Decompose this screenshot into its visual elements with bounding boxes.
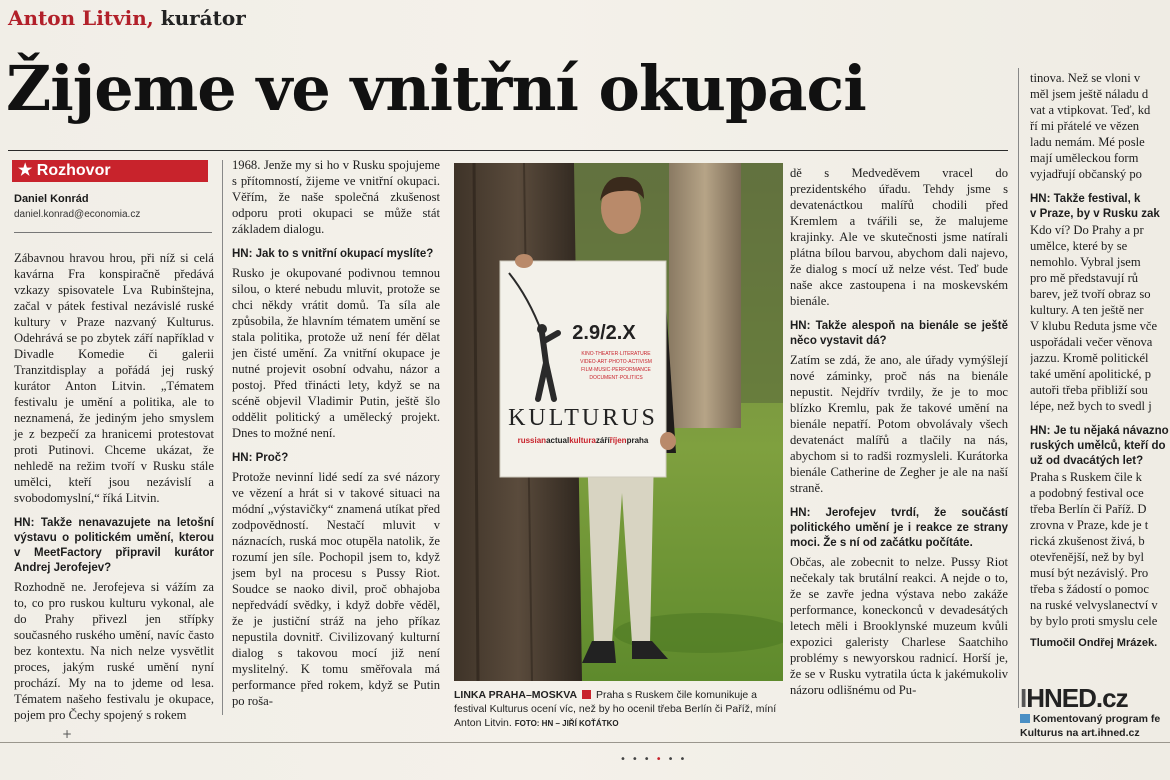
answer: Občas, ale zobecnit to nelze. Pussy Riot nečekaly tak brutální reakci. A nejde o to, že se zavře jedna výstava nebo zakáže performance, koneckonců v devadesátých letech měli i Brooklynské muzeum kvůli expozici galeristy Charlese Saatchiho problémy s newyorskou radnicí. Horší je, že se v Rusku vytratila úcta k jakémukoliv názoru odlišnému od Pu- bbox=[790, 555, 1008, 697]
text-line: už od dvacátých let? bbox=[1030, 455, 1144, 467]
text-line: ladu nemám. Mé posle bbox=[1030, 135, 1145, 149]
photo-credit: FOTO: HN – JIŘÍ KOŤÁTKO bbox=[514, 719, 619, 728]
text-line: vat a vtipkovat. Teď, kd bbox=[1030, 103, 1151, 117]
text-line: vyjadřují občanský po bbox=[1030, 167, 1142, 181]
text-line: také umění apolitické, p bbox=[1030, 367, 1151, 381]
headline-rule bbox=[8, 150, 1008, 151]
text-line: otevřenější, než by byl bbox=[1030, 550, 1145, 564]
text-line: by bylo proti smyslu cele bbox=[1030, 614, 1158, 628]
answer: Protože nevinní lidé sedí za své názory ve vězení a hrát si v takové situaci na módní „výstavičky“ znamená utíkat před zodpovědností. Nestačí mluvit v náznacích, ruská moc otupěla natolik, že rozumí jen síle. Pochopil jsem to, když jsem byl na procesu s Pussy Riot. Soudce se naoko divil, proč obhajoba nepředvádí svědky, i když dobře věděl, že je justiční stráž na jeho příkaz nepustila dovnitř. Civilizovaný kulturní dialog s takovou mocí již není myslitelný. K tomu směřovala má performance před rokem, když se Putin po roša- bbox=[232, 470, 440, 708]
poster-tagline-part: actual bbox=[546, 436, 570, 445]
poster-tagline-part: září bbox=[595, 436, 610, 445]
arrow-icon bbox=[582, 690, 591, 699]
text-line: Praha s Ruskem čile k bbox=[1030, 470, 1142, 484]
answer: Rozhodně ne. Jerofejeva si vážím za to, co pro ruskou kulturu vykonal, ale do Prahy přivezl jen střípky současného ruského umění, navíc často bez kontextu. Na nich nelze vysvětlit proces, jakým ruské umění nyní prochází. My na to jdeme od lesa. Tématem našeho festivalu je okupace, pojem pro Čechy spojený s rokem bbox=[14, 580, 214, 722]
text-line: uspořádali večer věnova bbox=[1030, 335, 1153, 349]
text-line: mají uměleckou form bbox=[1030, 151, 1139, 165]
byline-author: Daniel Konrád bbox=[14, 193, 89, 205]
poster-tagline-part: russian bbox=[517, 436, 547, 445]
text-line: měl jsem ještě náladu d bbox=[1030, 87, 1149, 101]
text-line: ruských umělců, kteří do bbox=[1030, 440, 1166, 452]
page-dots: •••••• bbox=[620, 754, 692, 765]
poster-tagline-part: kultura bbox=[569, 436, 596, 445]
question: HN: Takže nenavazujete na letošní výstavu o politickém umění, kterou v MeetFactory připravil kurátor Andrej Jerofejev? bbox=[14, 517, 214, 574]
headline: Žijeme ve vnitřní okupaci bbox=[6, 52, 866, 125]
poster-tagline bbox=[518, 436, 649, 445]
text-line: rická zkušenost živá, b bbox=[1030, 534, 1145, 548]
poster-tag: KINO·THEATER·LITERATURE bbox=[581, 351, 651, 357]
text-line: nemohlo. Vybral jsem bbox=[1030, 255, 1141, 269]
text-line: HN: Takže festival, k bbox=[1030, 193, 1141, 205]
intro-paragraph: Zábavnou hravou hrou, při níž si celá kavárna Fra konspiračně předává vzkazy spisovatele Lva Rubinštejna, začal v pátek festival nezávislé ruské kultury v Praze nazvaný Kulturus. Odehrává se po zbytek září například v Divadle Komedie či galerii Tranzitdisplay a pořádá jej ruský kurátor Anton Litvin. „Tématem festivalu je umění a politika, ale to neznamená, že jediným jeho smyslem je z bezpečí za hranicemi protestovat proti Putinovi. Chceme ukázat, že nehledě na režim tvoří v Rusku stále umělci, kteří jsou nezávislí a svobodomyslní,“ říká Litvin. bbox=[14, 251, 214, 505]
caption-text: Praha s Ruskem čile komunikuje a festival Kulturus ocení víc, než by ho ocenil třeba Berlín či Paříž, míní Anton Litvin. bbox=[454, 689, 777, 729]
ihned-logo bbox=[1020, 683, 1128, 714]
answer: Zatím se zdá, že ano, ale úřady vymýšlejí nové záminky, proč nás na bienále nepustit. Nejdřív tvrdily, že je to moc blízko Kremlu, pak že takové umění na bienále nepatří. Potom obvolávaly všech devatenáct malířů a tlačily na nás, abychom si to radši rozmysleli. Kurátorka bienále Catherine de Zegher je ale na naší straně. bbox=[790, 353, 1008, 495]
text-line: V klubu Reduta jsme vče bbox=[1030, 319, 1158, 333]
article-photo bbox=[454, 163, 783, 681]
photo-illustration bbox=[454, 163, 783, 681]
logo-text: HNED.cz bbox=[1026, 683, 1128, 713]
text-line: jazzu. Kromě politickél bbox=[1030, 351, 1149, 365]
question bbox=[1030, 424, 1170, 469]
text-line: HN: Je tu nějaká návazno bbox=[1030, 425, 1169, 437]
text-line: Kdo ví? Do Prahy a pr bbox=[1030, 223, 1144, 237]
promo-link[interactable] bbox=[1020, 712, 1160, 740]
poster-tag: FILM·MUSIC·PERFORMANCE bbox=[581, 367, 651, 373]
text-line: musí být nezávislý. Pro bbox=[1030, 566, 1149, 580]
section-tag bbox=[12, 160, 208, 182]
crop-mark-icon: + bbox=[62, 727, 73, 741]
text-line: barev, jež tvoří obraz so bbox=[1030, 287, 1151, 301]
text-line: ří mi přátelé ve vězen bbox=[1030, 119, 1140, 133]
logo-letter: I bbox=[1020, 683, 1027, 713]
article-column-1 bbox=[14, 250, 214, 729]
col4-lines bbox=[1030, 70, 1170, 182]
text-line: zrovna v Praze, kde je t bbox=[1030, 518, 1149, 532]
section-tag-label: Rozhovor bbox=[36, 162, 111, 179]
article-column-3 bbox=[790, 165, 1008, 704]
text-line: pro mě představují rů bbox=[1030, 271, 1139, 285]
poster-title: KULTURUS bbox=[508, 405, 658, 431]
poster-tag: DOCUMENT·POLITICS bbox=[589, 375, 643, 381]
poster-tagline-part: praha bbox=[626, 436, 649, 445]
text-line: kultury. A ten ještě ner bbox=[1030, 303, 1144, 317]
text-line: umělce, které by se bbox=[1030, 239, 1128, 253]
continued-paragraph: dě s Medveděvem vracel do prezidentského úřadu. Tehdy jsme s devatenáctkou malířů chodili před Kremlem a tvářili se, že malujeme krajinky. Ale ve skutečnosti jsme natírali plátna bílou barvou, abychom dali najevo, že dialog s mocí už nelze vést. Teď bude naše akce zastoupena i na moskevském bienále. bbox=[790, 166, 1008, 308]
question: HN: Jak to s vnitřní okupací myslíte? bbox=[232, 248, 434, 260]
promo-line: Komentovaný program fe bbox=[1033, 713, 1161, 725]
column-divider bbox=[222, 160, 223, 715]
star-icon: ★ bbox=[18, 162, 33, 179]
arrow-icon bbox=[1020, 714, 1030, 723]
column-divider bbox=[1018, 68, 1019, 708]
poster-date: 2.9/2.X bbox=[572, 322, 636, 344]
article-column-4 bbox=[1030, 70, 1170, 670]
text-line: třeba Berlín či Paříž. D bbox=[1030, 502, 1147, 516]
byline-email: daniel.konrad@economia.cz bbox=[14, 209, 141, 220]
text-line: v Praze, by v Rusku zak bbox=[1030, 208, 1160, 220]
byline-rule bbox=[14, 232, 212, 233]
question: HN: Jerofejev tvrdí, že součástí politického umění je i reakce ze strany moci. Že s ní od začátku počítáte. bbox=[790, 507, 1008, 549]
photo-caption bbox=[454, 688, 783, 731]
poster-tag: VIDEO·ART·PHOTO·ACTIVISM bbox=[580, 359, 652, 365]
text-line: třeba s žádostí o pomoc bbox=[1030, 582, 1149, 596]
kicker-name: Anton Litvin, bbox=[8, 6, 154, 30]
question: HN: Takže alespoň na bienále se ještě něco vystavit dá? bbox=[790, 320, 1008, 347]
answer: Rusko je okupované podivnou temnou silou, o které nebudu mluvit, protože se chci někdy vrátit domů. Ta síla ale způsobila, že hlavním tématem umění se stala politika, protože už není fér dělat jen čisté umění. Za vnitřní okupace je nutné projevit osobní odvahu, názor a postoj. Před třinácti lety, když se na scéně objevil Vladimir Putin, ještě šlo oddělit politický a umělecký projekt. Dnes to možné není. bbox=[232, 266, 440, 440]
col4-lines bbox=[1030, 469, 1170, 629]
text-line: autoři třeba přibliží sou bbox=[1030, 383, 1148, 397]
poster-tagline-part: říjen bbox=[609, 436, 627, 445]
col4-lines bbox=[1030, 222, 1170, 414]
translator-credit: Tlumočil Ondřej Mrázek. bbox=[1030, 637, 1158, 649]
question bbox=[1030, 192, 1170, 222]
question: HN: Proč? bbox=[232, 452, 289, 464]
kicker bbox=[8, 6, 246, 30]
text-line: tinova. Než se vloni v bbox=[1030, 71, 1141, 85]
article-column-2 bbox=[232, 157, 440, 715]
text-line: lépe, než bych to svedl j bbox=[1030, 399, 1152, 413]
kicker-role: kurátor bbox=[160, 6, 246, 30]
text-line: a podobný festival oce bbox=[1030, 486, 1144, 500]
promo-line: Kulturus na art.ihned.cz bbox=[1020, 727, 1140, 739]
page-bottom-rule bbox=[0, 742, 1170, 743]
text-line: na ruské velvyslanectví v bbox=[1030, 598, 1158, 612]
continued-paragraph: 1968. Jenže my si ho v Rusku spojujeme s přítomností, žijeme ve vnitřní okupaci. Věřím, že naše společná zkušenost odporu proti okupaci se může stát základem dialogu. bbox=[232, 158, 440, 236]
caption-lead: LINKA PRAHA–MOSKVA bbox=[454, 689, 578, 701]
